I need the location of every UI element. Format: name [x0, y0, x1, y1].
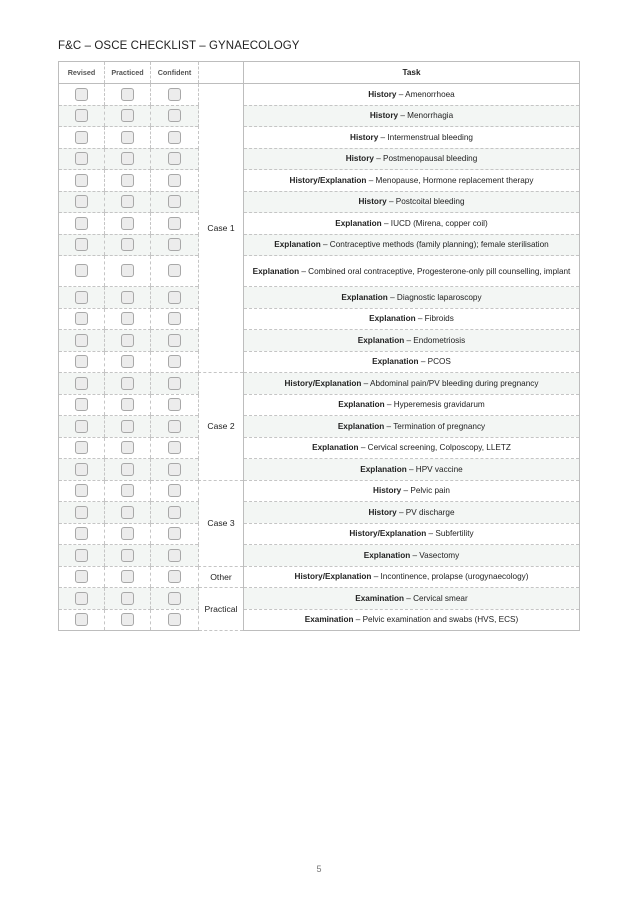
confident-cell: [151, 234, 199, 256]
revised-cell: [59, 330, 105, 352]
revised-cell: [59, 609, 105, 631]
practiced-checkbox[interactable]: [121, 506, 134, 519]
revised-checkbox[interactable]: [75, 463, 88, 476]
confident-cell: [151, 213, 199, 235]
task-description: – Termination of pregnancy: [384, 421, 486, 431]
confident-checkbox[interactable]: [168, 441, 181, 454]
task-description: – Endometriosis: [404, 335, 466, 345]
confident-checkbox[interactable]: [168, 152, 181, 165]
task-description: – Cervical smear: [403, 593, 468, 603]
confident-cell: [151, 256, 199, 287]
task-cell: [244, 170, 580, 192]
practiced-cell: [105, 256, 151, 287]
practiced-cell: [105, 105, 151, 127]
revised-checkbox[interactable]: [75, 217, 88, 230]
revised-cell: [59, 394, 105, 416]
page-number: 5: [316, 864, 322, 874]
task-description: – Subfertility: [426, 529, 474, 539]
practiced-cell: [105, 308, 151, 330]
practiced-cell: [105, 459, 151, 481]
confident-checkbox[interactable]: [168, 506, 181, 519]
practiced-cell: [105, 416, 151, 438]
revised-cell: [59, 351, 105, 373]
task-cell: [244, 148, 580, 170]
revised-checkbox[interactable]: [75, 312, 88, 325]
task-cell: [244, 609, 580, 631]
revised-cell: [59, 213, 105, 235]
confident-cell: [151, 437, 199, 459]
revised-checkbox[interactable]: [75, 377, 88, 390]
checklist-table: [58, 61, 580, 631]
task-description: – Menopause, Hormone replacement therapy: [366, 175, 534, 185]
task-cell: [244, 84, 580, 106]
task-description: – IUCD (Mirena, copper coil): [381, 218, 488, 228]
confident-cell: [151, 330, 199, 352]
task-type: Explanation: [312, 443, 359, 453]
confident-checkbox[interactable]: [168, 195, 181, 208]
revised-checkbox[interactable]: [75, 291, 88, 304]
practiced-checkbox[interactable]: [121, 549, 134, 562]
revised-checkbox[interactable]: [75, 613, 88, 626]
confident-checkbox[interactable]: [168, 291, 181, 304]
task-cell: [244, 566, 580, 588]
confident-checkbox[interactable]: [168, 420, 181, 433]
practiced-cell: [105, 373, 151, 395]
confident-checkbox[interactable]: [168, 592, 181, 605]
header-row: [59, 62, 580, 84]
confident-cell: [151, 191, 199, 213]
confident-checkbox[interactable]: [168, 217, 181, 230]
practiced-cell: [105, 148, 151, 170]
practiced-cell: [105, 351, 151, 373]
task-type: History: [368, 89, 397, 99]
task-description: – Diagnostic laparoscopy: [387, 292, 482, 302]
task-cell: [244, 394, 580, 416]
case-label: Other: [199, 566, 244, 588]
practiced-checkbox[interactable]: [121, 377, 134, 390]
task-type: Examination: [304, 615, 354, 625]
revised-cell: [59, 256, 105, 287]
practiced-cell: [105, 545, 151, 567]
practiced-checkbox[interactable]: [121, 195, 134, 208]
practiced-cell: [105, 127, 151, 149]
confident-checkbox[interactable]: [168, 613, 181, 626]
confident-cell: [151, 609, 199, 631]
practiced-checkbox[interactable]: [121, 88, 134, 101]
task-cell: [244, 308, 580, 330]
practiced-checkbox[interactable]: [121, 398, 134, 411]
table-row: [59, 234, 580, 256]
task-description: – Postcoital bleeding: [386, 197, 465, 207]
practiced-checkbox[interactable]: [121, 217, 134, 230]
task-type: History: [369, 111, 399, 121]
confident-cell: [151, 459, 199, 481]
table-row: [59, 394, 580, 416]
table-row: [59, 213, 580, 235]
practiced-column-header: Practiced: [105, 62, 151, 84]
revised-checkbox[interactable]: [75, 549, 88, 562]
table-row: [59, 191, 580, 213]
confident-checkbox[interactable]: [168, 463, 181, 476]
task-description: – Fibroids: [415, 314, 454, 324]
task-cell: [244, 373, 580, 395]
practiced-checkbox[interactable]: [121, 109, 134, 122]
revised-checkbox[interactable]: [75, 398, 88, 411]
revised-cell: [59, 105, 105, 127]
revised-checkbox[interactable]: [75, 527, 88, 540]
task-column-header: Task: [244, 62, 580, 84]
task-type: Explanation: [372, 357, 419, 367]
confident-checkbox[interactable]: [168, 131, 181, 144]
confident-checkbox[interactable]: [168, 549, 181, 562]
confident-cell: [151, 416, 199, 438]
practiced-cell: [105, 191, 151, 213]
confident-checkbox[interactable]: [168, 174, 181, 187]
confident-checkbox[interactable]: [168, 312, 181, 325]
practiced-cell: [105, 588, 151, 610]
revised-checkbox[interactable]: [75, 570, 88, 583]
revised-cell: [59, 308, 105, 330]
task-type: History: [345, 154, 374, 164]
practiced-checkbox[interactable]: [121, 131, 134, 144]
practiced-cell: [105, 523, 151, 545]
practiced-checkbox[interactable]: [121, 238, 134, 251]
revised-checkbox[interactable]: [75, 131, 88, 144]
task-cell: [244, 351, 580, 373]
practiced-checkbox[interactable]: [121, 484, 134, 497]
task-type: Explanation: [357, 335, 405, 345]
practiced-checkbox[interactable]: [121, 312, 134, 325]
confident-cell: [151, 545, 199, 567]
revised-cell: [59, 502, 105, 524]
task-description: – Pelvic pain: [401, 486, 450, 496]
confident-cell: [151, 84, 199, 106]
page-title: F&C – OSCE CHECKLIST – GYNAECOLOGY: [58, 40, 300, 52]
table-row: [59, 588, 580, 610]
confident-cell: [151, 588, 199, 610]
task-description: – Intermenstrual bleeding: [378, 132, 473, 142]
task-cell: [244, 330, 580, 352]
practiced-checkbox[interactable]: [121, 527, 134, 540]
practiced-checkbox[interactable]: [121, 441, 134, 454]
table-row: [59, 287, 580, 309]
table-row: [59, 459, 580, 481]
task-cell: [244, 287, 580, 309]
task-cell: [244, 588, 580, 610]
task-type: Explanation: [369, 314, 416, 324]
confident-cell: [151, 127, 199, 149]
confident-cell: [151, 480, 199, 502]
revised-checkbox[interactable]: [75, 506, 88, 519]
task-description: – Menorrhagia: [398, 111, 454, 121]
task-type: Explanation: [252, 266, 300, 276]
confident-cell: [151, 566, 199, 588]
practiced-checkbox[interactable]: [121, 291, 134, 304]
practiced-cell: [105, 287, 151, 309]
table-row: [59, 566, 580, 588]
task-description: – HPV vaccine: [406, 464, 463, 474]
task-cell: [244, 523, 580, 545]
confident-cell: [151, 351, 199, 373]
practiced-checkbox[interactable]: [121, 264, 134, 277]
task-description: – Contraceptive methods (family planning); female sterilisation: [320, 240, 549, 250]
revised-checkbox[interactable]: [75, 238, 88, 251]
confident-checkbox[interactable]: [168, 109, 181, 122]
revised-cell: [59, 170, 105, 192]
confident-cell: [151, 287, 199, 309]
checklist-body: [59, 84, 580, 631]
practiced-checkbox[interactable]: [121, 463, 134, 476]
confident-checkbox[interactable]: [168, 238, 181, 251]
revised-cell: [59, 437, 105, 459]
revised-column-header: Revised: [59, 62, 105, 84]
task-type: History/Explanation: [284, 378, 362, 388]
practiced-cell: [105, 502, 151, 524]
task-description: – Combined oral contraceptive, Progesterone-only pill counselling, implant: [299, 266, 571, 276]
revised-cell: [59, 373, 105, 395]
practiced-checkbox[interactable]: [121, 420, 134, 433]
revised-checkbox[interactable]: [75, 420, 88, 433]
task-cell: [244, 127, 580, 149]
practiced-checkbox[interactable]: [121, 570, 134, 583]
practiced-cell: [105, 437, 151, 459]
task-type: History/Explanation: [294, 572, 372, 582]
case-label: Case 1: [199, 84, 244, 373]
revised-checkbox[interactable]: [75, 334, 88, 347]
revised-cell: [59, 287, 105, 309]
confident-checkbox[interactable]: [168, 398, 181, 411]
table-row: [59, 105, 580, 127]
confident-checkbox[interactable]: [168, 527, 181, 540]
revised-cell: [59, 416, 105, 438]
confident-checkbox[interactable]: [168, 264, 181, 277]
practiced-cell: [105, 84, 151, 106]
table-row: [59, 480, 580, 502]
revised-cell: [59, 191, 105, 213]
practiced-cell: [105, 330, 151, 352]
revised-cell: [59, 566, 105, 588]
revised-checkbox[interactable]: [75, 264, 88, 277]
task-type: Explanation: [337, 421, 385, 431]
task-description: – Postmenopausal bleeding: [373, 154, 478, 164]
task-type: Explanation: [341, 292, 388, 302]
task-cell: [244, 191, 580, 213]
confident-cell: [151, 394, 199, 416]
revised-cell: [59, 459, 105, 481]
revised-checkbox[interactable]: [75, 152, 88, 165]
task-type: Explanation: [338, 400, 385, 410]
practiced-cell: [105, 170, 151, 192]
table-row: [59, 523, 580, 545]
revised-cell: [59, 148, 105, 170]
confident-cell: [151, 148, 199, 170]
confident-checkbox[interactable]: [168, 377, 181, 390]
practiced-checkbox[interactable]: [121, 355, 134, 368]
confident-cell: [151, 170, 199, 192]
task-cell: [244, 480, 580, 502]
task-cell: [244, 502, 580, 524]
case-column-header: [199, 62, 244, 84]
table-row: [59, 437, 580, 459]
task-cell: [244, 416, 580, 438]
revised-cell: [59, 234, 105, 256]
revised-checkbox[interactable]: [75, 484, 88, 497]
task-cell: [244, 459, 580, 481]
practiced-cell: [105, 234, 151, 256]
confident-checkbox[interactable]: [168, 484, 181, 497]
task-description: – PCOS: [418, 357, 451, 367]
task-type: History: [368, 507, 397, 517]
revised-checkbox[interactable]: [75, 355, 88, 368]
task-type: Examination: [355, 593, 404, 603]
task-type: History/Explanation: [289, 175, 367, 185]
revised-cell: [59, 523, 105, 545]
table-row: [59, 545, 580, 567]
table-row: [59, 170, 580, 192]
practiced-cell: [105, 609, 151, 631]
revised-checkbox[interactable]: [75, 441, 88, 454]
practiced-checkbox[interactable]: [121, 613, 134, 626]
task-description: – Amenorrhoea: [396, 89, 455, 99]
task-type: Explanation: [360, 464, 407, 474]
confident-checkbox[interactable]: [168, 570, 181, 583]
practiced-checkbox[interactable]: [121, 174, 134, 187]
revised-cell: [59, 480, 105, 502]
revised-cell: [59, 588, 105, 610]
table-row: [59, 373, 580, 395]
table-row: [59, 502, 580, 524]
table-row: [59, 84, 580, 106]
table-row: [59, 416, 580, 438]
revised-cell: [59, 545, 105, 567]
confident-cell: [151, 308, 199, 330]
confident-checkbox[interactable]: [168, 88, 181, 101]
table-row: [59, 148, 580, 170]
table-row: [59, 127, 580, 149]
task-description: – Hyperemesis gravidarum: [384, 400, 485, 410]
table-row: [59, 351, 580, 373]
task-description: – Vasectomy: [410, 550, 460, 560]
table-row: [59, 330, 580, 352]
case-label: Case 3: [199, 480, 244, 566]
task-description: – Cervical screening, Colposcopy, LLETZ: [358, 443, 511, 453]
confident-cell: [151, 105, 199, 127]
revised-cell: [59, 84, 105, 106]
practiced-cell: [105, 394, 151, 416]
table-row: [59, 256, 580, 287]
task-cell: [244, 256, 580, 287]
task-type: History: [373, 486, 402, 496]
practiced-cell: [105, 480, 151, 502]
case-label: Case 2: [199, 373, 244, 481]
practiced-checkbox[interactable]: [121, 592, 134, 605]
confident-cell: [151, 502, 199, 524]
task-cell: [244, 545, 580, 567]
revised-checkbox[interactable]: [75, 195, 88, 208]
task-description: – Abdominal pain/PV bleeding during pregnancy: [361, 378, 539, 388]
task-cell: [244, 234, 580, 256]
task-type: Explanation: [274, 240, 321, 250]
task-type: Explanation: [335, 218, 382, 228]
task-type: History: [350, 132, 379, 142]
task-description: – PV discharge: [396, 507, 455, 517]
task-cell: [244, 213, 580, 235]
confident-column-header: Confident: [151, 62, 199, 84]
task-cell: [244, 105, 580, 127]
confident-cell: [151, 373, 199, 395]
case-label: Practical: [199, 588, 244, 631]
task-type: History: [358, 197, 387, 207]
practiced-cell: [105, 566, 151, 588]
practiced-checkbox[interactable]: [121, 152, 134, 165]
revised-checkbox[interactable]: [75, 592, 88, 605]
revised-checkbox[interactable]: [75, 109, 88, 122]
task-type: Explanation: [363, 550, 411, 560]
confident-checkbox[interactable]: [168, 334, 181, 347]
task-cell: [244, 437, 580, 459]
table-row: [59, 609, 580, 631]
confident-checkbox[interactable]: [168, 355, 181, 368]
task-type: History/Explanation: [349, 529, 427, 539]
practiced-cell: [105, 213, 151, 235]
practiced-checkbox[interactable]: [121, 334, 134, 347]
revised-checkbox[interactable]: [75, 174, 88, 187]
table-row: [59, 308, 580, 330]
task-description: – Pelvic examination and swabs (HVS, ECS): [353, 615, 519, 625]
revised-checkbox[interactable]: [75, 88, 88, 101]
confident-cell: [151, 523, 199, 545]
revised-cell: [59, 127, 105, 149]
task-description: – Incontinence, prolapse (urogynaecology): [371, 572, 529, 582]
